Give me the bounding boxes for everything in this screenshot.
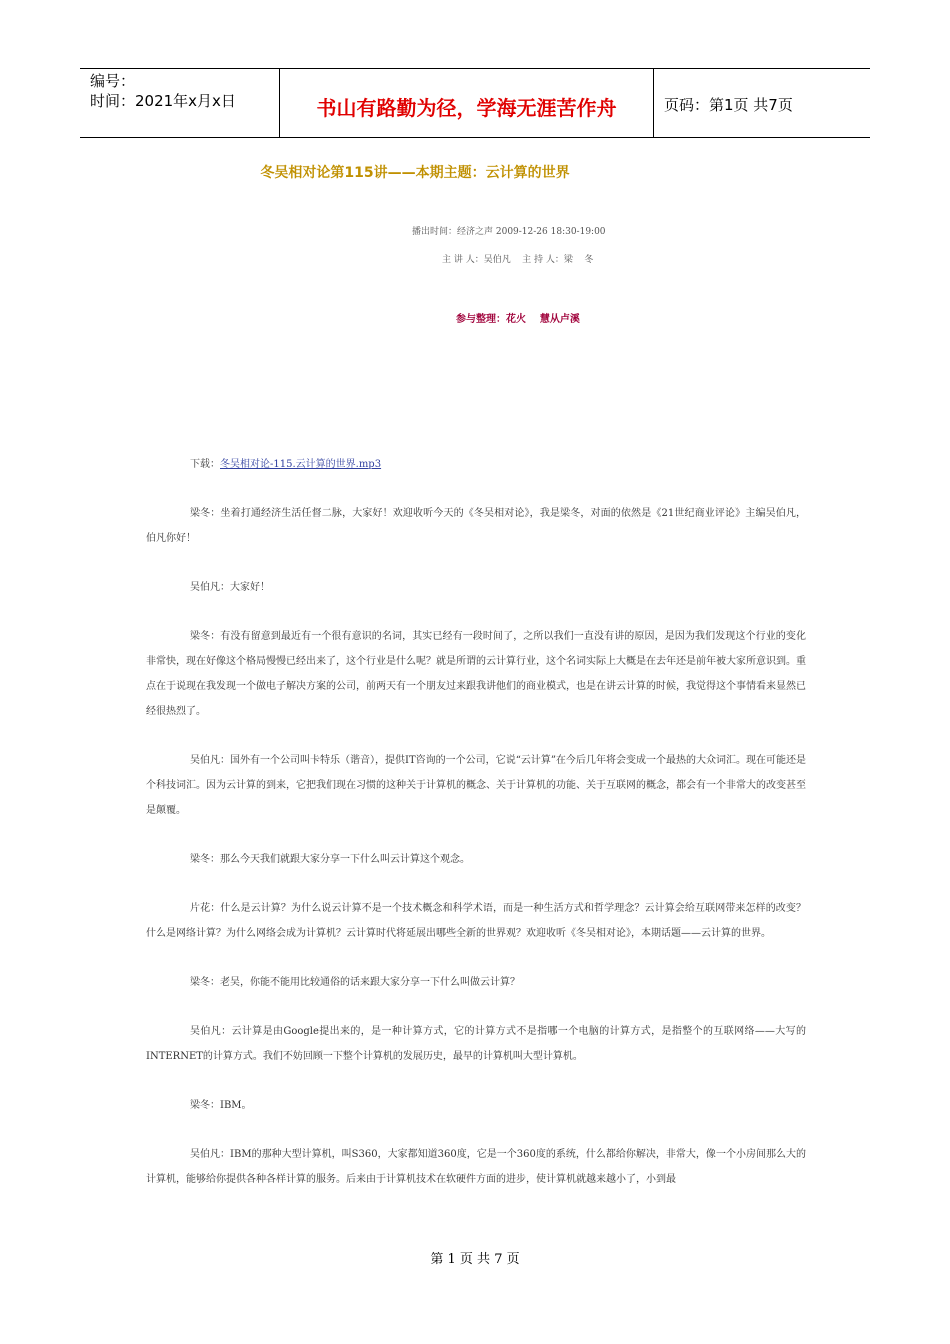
- article-body: [146, 452, 806, 1216]
- article-title: 冬吴相对论第115讲——本期主题：云计算的世界: [260, 165, 570, 181]
- number-label: 编号：: [90, 72, 136, 90]
- paragraph: 梁冬：IBM。: [190, 1100, 252, 1111]
- paragraph: 梁冬：那么今天我们就跟大家分享一下什么叫云计算这个观念。: [190, 854, 470, 865]
- header-info: [80, 69, 280, 137]
- header-motto: 书山有路勤为径，学海无涯苦作舟: [280, 69, 654, 137]
- paragraph: 梁冬：有没有留意到最近有一个很有意识的名词，其实已经有一段时间了，之所以我们一直没有讲的原因，是因为我们发现这个行业的变化非常快，现在好像这个格局慢慢已经出来了，这个行业是什么呢？就是所谓的云计算行业，这个名词实际上大概是在去年还是前年被大家所意识到。重点在于说现在我发现一个做电子解决方案的公司，前两天有一个朋友过来跟我讲他们的商业模式，也是在讲云计算的时候，我觉得这个事情看来显然已经很热烈了。: [146, 631, 806, 717]
- page-footer: 第 1 页 共 7 页: [430, 1252, 520, 1267]
- download-link[interactable]: 冬吴相对论-115.云计算的世界.mp3: [220, 459, 382, 470]
- page-header: [80, 68, 870, 138]
- download-line: [146, 452, 806, 477]
- hosts-line: 主 讲 人：吴伯凡 主 持 人：梁 冬: [442, 255, 594, 265]
- time-label: 时间：2021年x月x日: [90, 92, 236, 110]
- paragraph: 吴伯凡：IBM的那种大型计算机，叫S360，大家都知道360度，它是一个360度的系统，什么都给你解决，非常大，像一个小房间那么大的计算机，能够给你提供各种各样计算的服务。后来由于计算机技术在软硬件方面的进步，使计算机就越来越小了，小到最: [146, 1149, 806, 1185]
- credits-line: 参与整理：花火 慧从卢溪: [456, 314, 580, 325]
- paragraph: 吴伯凡：大家好！: [190, 582, 270, 593]
- header-page-info: 页码：第1页 共7页: [664, 95, 793, 114]
- download-label: 下载：: [190, 459, 220, 470]
- paragraph: 吴伯凡：国外有一个公司叫卡特乐（谐音），提供IT咨询的一个公司，它说“云计算”在今后几年将会变成一个最热的大众词汇。现在可能还是个科技词汇。因为云计算的到来，它把我们现在习惯的这种关于计算机的概念、关于计算机的功能、关于互联网的概念，都会有一个非常大的改变甚至是颠覆。: [146, 755, 806, 816]
- paragraph: 片花：什么是云计算？为什么说云计算不是一个技术概念和科学术语，而是一种生活方式和哲学理念？云计算会给互联网带来怎样的改变？什么是网络计算？为什么网络会成为计算机？云计算时代将延展出哪些全新的世界观？欢迎收听《冬吴相对论》，本期话题——云计算的世界。: [146, 903, 806, 939]
- broadcast-time: 播出时间：经济之声 2009-12-26 18:30-19:00: [412, 227, 606, 237]
- paragraph: 梁冬：坐着打通经济生活任督二脉，大家好！欢迎收听今天的《冬吴相对论》，我是梁冬，对面的依然是《21世纪商业评论》主编吴伯凡，伯凡你好！: [146, 508, 806, 544]
- paragraph: 吴伯凡：云计算是由Google提出来的，是一种计算方式，它的计算方式不是指哪一个电脑的计算方式，是指整个的互联网络——大写的INTERNET的计算方式。我们不妨回顾一下整个计算机的发展历史，最早的计算机叫大型计算机。: [146, 1026, 806, 1062]
- paragraph: 梁冬：老吴，你能不能用比较通俗的话来跟大家分享一下什么叫做云计算？: [190, 977, 520, 988]
